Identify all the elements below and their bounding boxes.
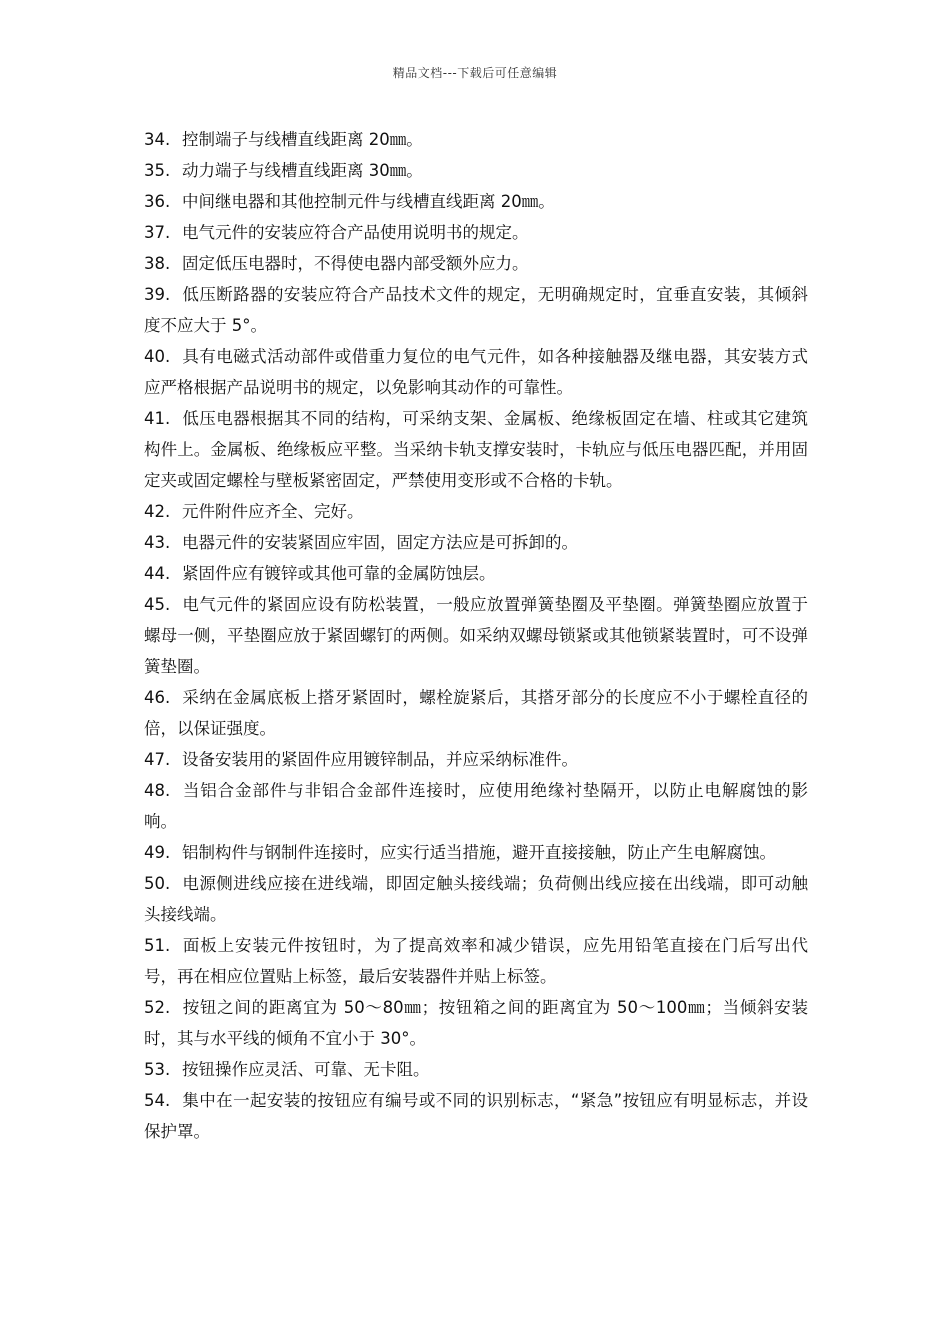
- item-text: 控制端子与线槽直线距离 20㎜。: [182, 130, 423, 149]
- list-item: [144, 279, 808, 341]
- item-text: 动力端子与线槽直线距离 30㎜。: [182, 161, 423, 180]
- item-number: 36.: [144, 192, 171, 211]
- list-item: [144, 837, 808, 868]
- item-text: 电气元件的安装应符合产品使用说明书的规定。: [182, 223, 529, 242]
- item-text: 设备安装用的紧固件应用镀锌制品，并应采纳标准件。: [182, 750, 578, 769]
- item-text: 中间继电器和其他控制元件与线槽直线距离 20㎜。: [182, 192, 555, 211]
- list-item: [144, 868, 808, 930]
- list-item: [144, 775, 808, 837]
- item-number: 37.: [144, 223, 171, 242]
- list-item: [144, 496, 808, 527]
- list-item: [144, 992, 808, 1054]
- item-text: 按钮之间的距离宜为 50～80㎜；按钮箱之间的距离宜为 50～100㎜；当倾斜安装时，其与水平线的倾角不宜小于 30°。: [144, 998, 808, 1048]
- item-number: 35.: [144, 161, 171, 180]
- list-item: [144, 248, 808, 279]
- item-text: 当铝合金部件与非铝合金部件连接时，应使用绝缘衬垫隔开，以防止电解腐蚀的影响。: [144, 781, 808, 831]
- item-number: 48.: [144, 781, 171, 800]
- item-number: 39.: [144, 285, 171, 304]
- item-number: 44.: [144, 564, 171, 583]
- item-number: 47.: [144, 750, 171, 769]
- list-item: [144, 186, 808, 217]
- item-number: 53.: [144, 1060, 171, 1079]
- list-item: [144, 558, 808, 589]
- item-text: 电器元件的安装紧固应牢固，固定方法应是可拆卸的。: [182, 533, 578, 552]
- item-text: 紧固件应有镀锌或其他可靠的金属防蚀层。: [182, 564, 496, 583]
- list-item: [144, 403, 808, 496]
- item-number: 52.: [144, 998, 171, 1017]
- item-text: 电气元件的紧固应设有防松装置，一般应放置弹簧垫圈及平垫圈。弹簧垫圈应放置于螺母一侧，平垫圈应放于紧固螺钉的两侧。如采纳双螺母锁紧或其他锁紧装置时，可不设弹簧垫圈。: [144, 595, 808, 676]
- list-item: [144, 589, 808, 682]
- list-item: [144, 744, 808, 775]
- item-number: 50.: [144, 874, 171, 893]
- item-text: 面板上安装元件按钮时，为了提高效率和减少错误，应先用铅笔直接在门后写出代号，再在相应位置贴上标签，最后安装器件并贴上标签。: [144, 936, 808, 986]
- item-number: 40.: [144, 347, 171, 366]
- list-item: [144, 155, 808, 186]
- item-number: 49.: [144, 843, 171, 862]
- item-number: 51.: [144, 936, 171, 955]
- document-body: [144, 124, 808, 1147]
- item-text: 固定低压电器时，不得使电器内部受额外应力。: [182, 254, 529, 273]
- item-number: 34.: [144, 130, 171, 149]
- item-number: 41.: [144, 409, 171, 428]
- list-item: [144, 930, 808, 992]
- item-text: 采纳在金属底板上搭牙紧固时，螺栓旋紧后，其搭牙部分的长度应不小于螺栓直径的倍，以保证强度。: [144, 688, 808, 738]
- list-item: [144, 682, 808, 744]
- item-number: 42.: [144, 502, 171, 521]
- list-item: [144, 1085, 808, 1147]
- item-text: 元件附件应齐全、完好。: [182, 502, 364, 521]
- item-number: 43.: [144, 533, 171, 552]
- item-number: 46.: [144, 688, 171, 707]
- item-text: 铝制构件与钢制件连接时，应实行适当措施，避开直接接触，防止产生电解腐蚀。: [182, 843, 776, 862]
- list-item: [144, 1054, 808, 1085]
- item-number: 38.: [144, 254, 171, 273]
- page-header: 精品文档---下载后可任意编辑: [392, 66, 558, 80]
- list-item: [144, 124, 808, 155]
- item-text: 电源侧进线应接在进线端，即固定触头接线端；负荷侧出线应接在出线端，即可动触头接线端。: [144, 874, 808, 924]
- item-number: 45.: [144, 595, 171, 614]
- list-item: [144, 341, 808, 403]
- item-text: 低压电器根据其不同的结构，可采纳支架、金属板、绝缘板固定在墙、柱或其它建筑构件上。金属板、绝缘板应平整。当采纳卡轨支撑安装时，卡轨应与低压电器匹配，并用固定夹或固定螺栓与壁板紧密固定，严禁使用变形或不合格的卡轨。: [144, 409, 808, 490]
- item-text: 低压断路器的安装应符合产品技术文件的规定，无明确规定时，宜垂直安装，其倾斜度不应大于 5°。: [144, 285, 808, 335]
- item-text: 集中在一起安装的按钮应有编号或不同的识别标志，“紧急”按钮应有明显标志，并设保护罩。: [144, 1091, 808, 1141]
- list-item: [144, 527, 808, 558]
- list-item: [144, 217, 808, 248]
- item-text: 按钮操作应灵活、可靠、无卡阻。: [182, 1060, 430, 1079]
- item-number: 54.: [144, 1091, 171, 1110]
- item-text: 具有电磁式活动部件或借重力复位的电气元件，如各种接触器及继电器，其安装方式应严格根据产品说明书的规定，以免影响其动作的可靠性。: [144, 347, 808, 397]
